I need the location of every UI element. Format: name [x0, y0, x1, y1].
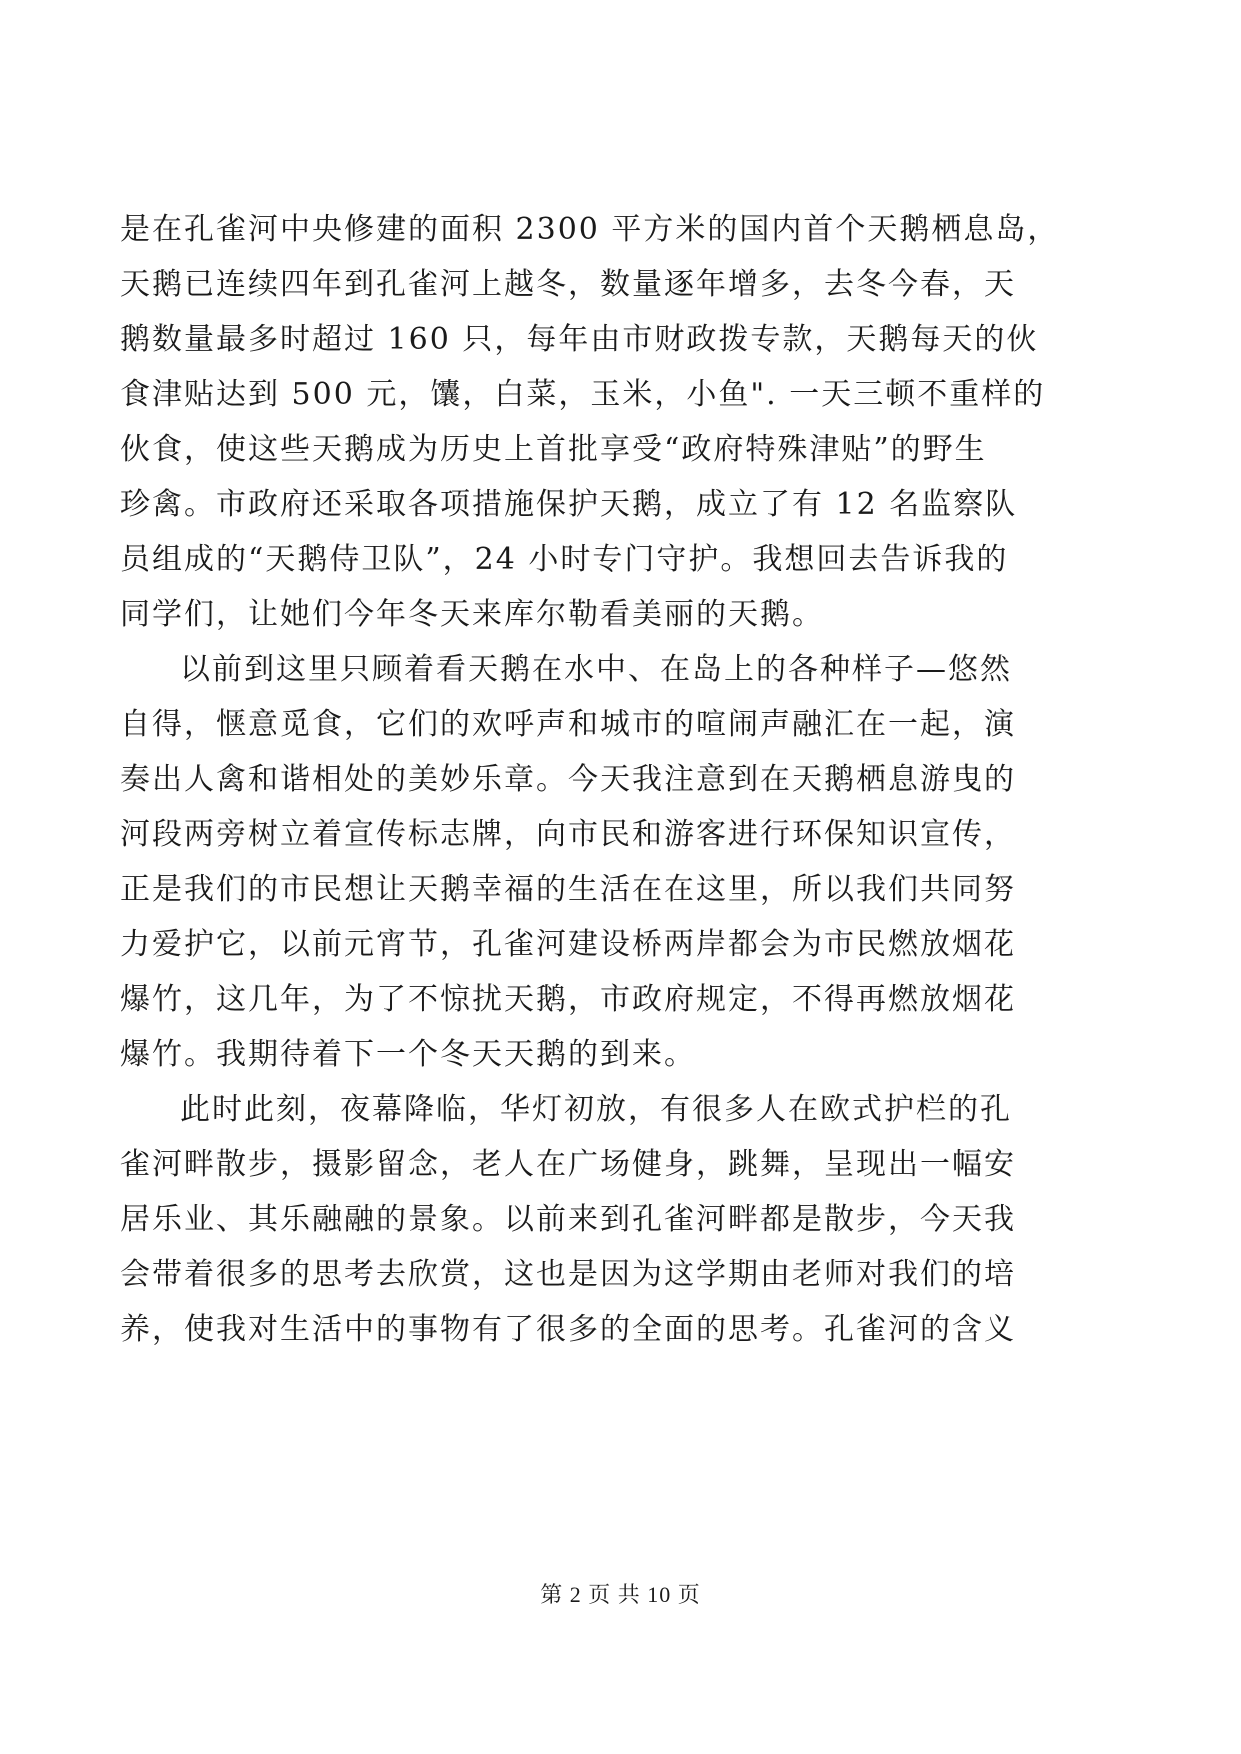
text-line: 是在孔雀河中央修建的面积 2300 平方米的国内首个天鹅栖息岛， [120, 212, 1060, 247]
text-line: 奏出人禽和谐相处的美妙乐章。今天我注意到在天鹅栖息游曳的 [120, 762, 1016, 797]
text-line: 天鹅已连续四年到孔雀河上越冬，数量逐年增多，去冬今春，天 [120, 267, 1016, 302]
text-line: 鹅数量最多时超过 160 只，每年由市财政拨专款，天鹅每天的伙 [120, 322, 1039, 357]
paragraph-first-line: 以前到这里只顾着看天鹅在水中、在岛上的各种样子—悠然 [180, 652, 1012, 687]
text-line: 居乐业、其乐融融的景象。以前来到孔雀河畔都是散步，今天我 [120, 1202, 1016, 1237]
text-line: 河段两旁树立着宣传标志牌，向市民和游客进行环保知识宣传， [120, 817, 1016, 852]
text-line: 会带着很多的思考去欣赏，这也是因为这学期由老师对我们的培 [120, 1257, 1016, 1292]
text-line: 养，使我对生活中的事物有了很多的全面的思考。孔雀河的含义 [120, 1312, 1016, 1347]
text-line: 伙食，使这些天鹅成为历史上首批享受“政府特殊津贴”的野生 [120, 432, 987, 467]
text-line: 同学们，让她们今年冬天来库尔勒看美丽的天鹅。 [120, 597, 824, 632]
text-line: 雀河畔散步，摄影留念，老人在广场健身，跳舞，呈现出一幅安 [120, 1147, 1016, 1182]
text-line: 员组成的“天鹅侍卫队”，24 小时专门守护。我想回去告诉我的 [120, 542, 1009, 577]
text-line: 自得，惬意觅食，它们的欢呼声和城市的喧闹声融汇在一起，演 [120, 707, 1016, 742]
text-line: 珍禽。市政府还采取各项措施保护天鹅，成立了有 12 名监察队 [120, 487, 1018, 522]
text-line: 爆竹，这几年，为了不惊扰天鹅，市政府规定，不得再燃放烟花 [120, 982, 1016, 1017]
text-line: 力爱护它，以前元宵节，孔雀河建设桥两岸都会为市民燃放烟花 [120, 927, 1016, 962]
text-line: 正是我们的市民想让天鹅幸福的生活在在这里，所以我们共同努 [120, 872, 1016, 907]
page-number-footer: 第 2 页 共 10 页 [540, 1582, 701, 1607]
text-line: 食津贴达到 500 元，馕，白菜，玉米，小鱼". 一天三顿不重样的 [120, 377, 1046, 412]
text-line: 爆竹。我期待着下一个冬天天鹅的到来。 [120, 1037, 696, 1072]
paragraph-first-line: 此时此刻，夜幕降临，华灯初放，有很多人在欧式护栏的孔 [180, 1092, 1012, 1127]
